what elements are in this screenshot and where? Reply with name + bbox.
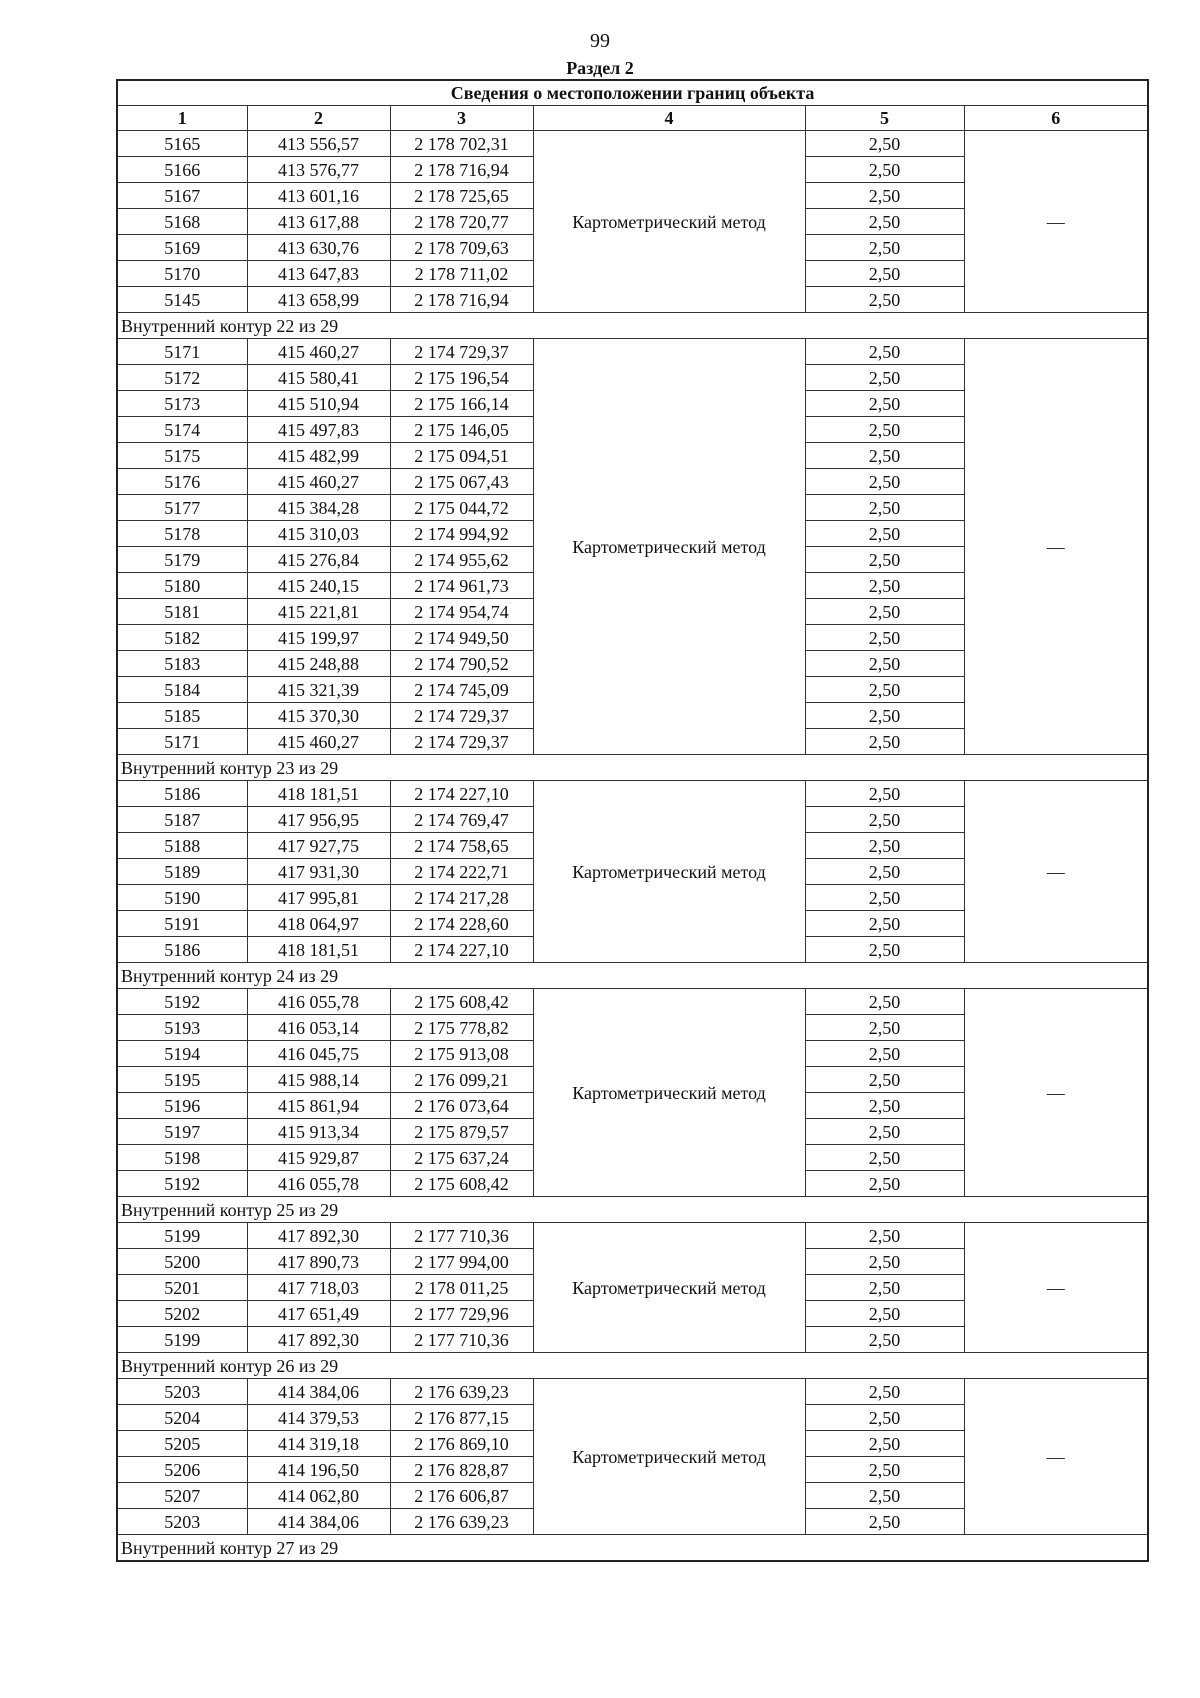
x-coordinate-cell: 415 580,41 xyxy=(247,365,390,391)
accuracy-cell: 2,50 xyxy=(805,1431,964,1457)
point-number-cell: 5171 xyxy=(117,339,247,365)
x-coordinate-cell: 413 630,76 xyxy=(247,235,390,261)
point-number-cell: 5180 xyxy=(117,573,247,599)
table-row xyxy=(117,989,1148,1015)
accuracy-cell: 2,50 xyxy=(805,1093,964,1119)
point-number-cell: 5145 xyxy=(117,287,247,313)
y-coordinate-cell: 2 178 725,65 xyxy=(390,183,533,209)
y-coordinate-cell: 2 175 146,05 xyxy=(390,417,533,443)
y-coordinate-cell: 2 178 711,02 xyxy=(390,261,533,287)
contour-header-row xyxy=(117,963,1148,989)
point-number-cell: 5165 xyxy=(117,131,247,157)
y-coordinate-cell: 2 174 217,28 xyxy=(390,885,533,911)
accuracy-cell: 2,50 xyxy=(805,1483,964,1509)
x-coordinate-cell: 417 995,81 xyxy=(247,885,390,911)
y-coordinate-cell: 2 175 166,14 xyxy=(390,391,533,417)
x-coordinate-cell: 418 181,51 xyxy=(247,937,390,963)
description-cell: — xyxy=(964,1379,1148,1535)
x-coordinate-cell: 417 931,30 xyxy=(247,859,390,885)
x-coordinate-cell: 415 310,03 xyxy=(247,521,390,547)
accuracy-cell: 2,50 xyxy=(805,1275,964,1301)
y-coordinate-cell: 2 175 637,24 xyxy=(390,1145,533,1171)
contour-header-row xyxy=(117,1353,1148,1379)
y-coordinate-cell: 2 174 949,50 xyxy=(390,625,533,651)
accuracy-cell: 2,50 xyxy=(805,209,964,235)
y-coordinate-cell: 2 176 099,21 xyxy=(390,1067,533,1093)
y-coordinate-cell: 2 178 011,25 xyxy=(390,1275,533,1301)
contour-label: Внутренний контур 25 из 29 xyxy=(117,1197,1148,1223)
description-cell: — xyxy=(964,131,1148,313)
y-coordinate-cell: 2 175 094,51 xyxy=(390,443,533,469)
accuracy-cell: 2,50 xyxy=(805,1249,964,1275)
accuracy-cell: 2,50 xyxy=(805,391,964,417)
method-cell: Картометрический метод xyxy=(533,781,805,963)
y-coordinate-cell: 2 174 790,52 xyxy=(390,651,533,677)
y-coordinate-cell: 2 175 196,54 xyxy=(390,365,533,391)
accuracy-cell: 2,50 xyxy=(805,339,964,365)
y-coordinate-cell: 2 174 758,65 xyxy=(390,833,533,859)
accuracy-cell: 2,50 xyxy=(805,729,964,755)
y-coordinate-cell: 2 175 608,42 xyxy=(390,1171,533,1197)
accuracy-cell: 2,50 xyxy=(805,261,964,287)
point-number-cell: 5183 xyxy=(117,651,247,677)
point-number-cell: 5189 xyxy=(117,859,247,885)
y-coordinate-cell: 2 175 879,57 xyxy=(390,1119,533,1145)
point-number-cell: 5206 xyxy=(117,1457,247,1483)
description-cell: — xyxy=(964,339,1148,755)
point-number-cell: 5174 xyxy=(117,417,247,443)
page-number: 99 xyxy=(590,30,610,52)
y-coordinate-cell: 2 174 954,74 xyxy=(390,599,533,625)
accuracy-cell: 2,50 xyxy=(805,157,964,183)
point-number-cell: 5185 xyxy=(117,703,247,729)
y-coordinate-cell: 2 175 608,42 xyxy=(390,989,533,1015)
x-coordinate-cell: 415 199,97 xyxy=(247,625,390,651)
x-coordinate-cell: 415 861,94 xyxy=(247,1093,390,1119)
y-coordinate-cell: 2 177 994,00 xyxy=(390,1249,533,1275)
x-coordinate-cell: 415 913,34 xyxy=(247,1119,390,1145)
accuracy-cell: 2,50 xyxy=(805,1301,964,1327)
point-number-cell: 5192 xyxy=(117,1171,247,1197)
accuracy-cell: 2,50 xyxy=(805,183,964,209)
x-coordinate-cell: 417 718,03 xyxy=(247,1275,390,1301)
accuracy-cell: 2,50 xyxy=(805,781,964,807)
y-coordinate-cell: 2 176 828,87 xyxy=(390,1457,533,1483)
accuracy-cell: 2,50 xyxy=(805,417,964,443)
point-number-cell: 5179 xyxy=(117,547,247,573)
point-number-cell: 5170 xyxy=(117,261,247,287)
y-coordinate-cell: 2 174 769,47 xyxy=(390,807,533,833)
x-coordinate-cell: 414 196,50 xyxy=(247,1457,390,1483)
x-coordinate-cell: 418 064,97 xyxy=(247,911,390,937)
point-number-cell: 5175 xyxy=(117,443,247,469)
x-coordinate-cell: 416 053,14 xyxy=(247,1015,390,1041)
accuracy-cell: 2,50 xyxy=(805,1041,964,1067)
column-header: 5 xyxy=(805,106,964,131)
x-coordinate-cell: 414 384,06 xyxy=(247,1509,390,1535)
contour-label: Внутренний контур 26 из 29 xyxy=(117,1353,1148,1379)
x-coordinate-cell: 415 929,87 xyxy=(247,1145,390,1171)
method-cell: Картометрический метод xyxy=(533,339,805,755)
y-coordinate-cell: 2 174 729,37 xyxy=(390,339,533,365)
point-number-cell: 5193 xyxy=(117,1015,247,1041)
y-coordinate-cell: 2 174 955,62 xyxy=(390,547,533,573)
point-number-cell: 5191 xyxy=(117,911,247,937)
table-row xyxy=(117,1379,1148,1405)
y-coordinate-cell: 2 174 729,37 xyxy=(390,729,533,755)
column-header: 4 xyxy=(533,106,805,131)
column-header: 2 xyxy=(247,106,390,131)
y-coordinate-cell: 2 174 745,09 xyxy=(390,677,533,703)
accuracy-cell: 2,50 xyxy=(805,1119,964,1145)
accuracy-cell: 2,50 xyxy=(805,703,964,729)
point-number-cell: 5173 xyxy=(117,391,247,417)
point-number-cell: 5199 xyxy=(117,1223,247,1249)
point-number-cell: 5184 xyxy=(117,677,247,703)
x-coordinate-cell: 415 460,27 xyxy=(247,729,390,755)
x-coordinate-cell: 415 240,15 xyxy=(247,573,390,599)
x-coordinate-cell: 417 892,30 xyxy=(247,1327,390,1353)
contour-label: Внутренний контур 27 из 29 xyxy=(117,1535,1148,1562)
section-title: Раздел 2 xyxy=(566,58,634,78)
accuracy-cell: 2,50 xyxy=(805,1405,964,1431)
contour-label: Внутренний контур 23 из 29 xyxy=(117,755,1148,781)
description-cell: — xyxy=(964,781,1148,963)
x-coordinate-cell: 413 601,16 xyxy=(247,183,390,209)
point-number-cell: 5195 xyxy=(117,1067,247,1093)
method-cell: Картометрический метод xyxy=(533,989,805,1197)
accuracy-cell: 2,50 xyxy=(805,1067,964,1093)
contour-label: Внутренний контур 24 из 29 xyxy=(117,963,1148,989)
x-coordinate-cell: 417 892,30 xyxy=(247,1223,390,1249)
contour-label: Внутренний контур 22 из 29 xyxy=(117,313,1148,339)
column-header-row xyxy=(117,106,1148,131)
point-number-cell: 5176 xyxy=(117,469,247,495)
x-coordinate-cell: 414 062,80 xyxy=(247,1483,390,1509)
y-coordinate-cell: 2 175 044,72 xyxy=(390,495,533,521)
accuracy-cell: 2,50 xyxy=(805,1457,964,1483)
table-row xyxy=(117,781,1148,807)
point-number-cell: 5187 xyxy=(117,807,247,833)
point-number-cell: 5199 xyxy=(117,1327,247,1353)
contour-header-row xyxy=(117,755,1148,781)
point-number-cell: 5200 xyxy=(117,1249,247,1275)
accuracy-cell: 2,50 xyxy=(805,677,964,703)
y-coordinate-cell: 2 174 961,73 xyxy=(390,573,533,599)
contour-header-row xyxy=(117,1197,1148,1223)
point-number-cell: 5197 xyxy=(117,1119,247,1145)
y-coordinate-cell: 2 174 227,10 xyxy=(390,781,533,807)
x-coordinate-cell: 417 651,49 xyxy=(247,1301,390,1327)
accuracy-cell: 2,50 xyxy=(805,1327,964,1353)
x-coordinate-cell: 415 276,84 xyxy=(247,547,390,573)
y-coordinate-cell: 2 175 067,43 xyxy=(390,469,533,495)
point-number-cell: 5171 xyxy=(117,729,247,755)
y-coordinate-cell: 2 178 716,94 xyxy=(390,157,533,183)
table-title-row xyxy=(117,80,1148,106)
y-coordinate-cell: 2 174 227,10 xyxy=(390,937,533,963)
accuracy-cell: 2,50 xyxy=(805,937,964,963)
point-number-cell: 5181 xyxy=(117,599,247,625)
accuracy-cell: 2,50 xyxy=(805,1379,964,1405)
accuracy-cell: 2,50 xyxy=(805,1015,964,1041)
point-number-cell: 5205 xyxy=(117,1431,247,1457)
point-number-cell: 5203 xyxy=(117,1509,247,1535)
x-coordinate-cell: 413 658,99 xyxy=(247,287,390,313)
contour-header-row xyxy=(117,313,1148,339)
y-coordinate-cell: 2 176 073,64 xyxy=(390,1093,533,1119)
y-coordinate-cell: 2 178 702,31 xyxy=(390,131,533,157)
x-coordinate-cell: 416 055,78 xyxy=(247,1171,390,1197)
x-coordinate-cell: 413 647,83 xyxy=(247,261,390,287)
table-row xyxy=(117,131,1148,157)
point-number-cell: 5186 xyxy=(117,781,247,807)
table-row xyxy=(117,339,1148,365)
y-coordinate-cell: 2 176 869,10 xyxy=(390,1431,533,1457)
accuracy-cell: 2,50 xyxy=(805,911,964,937)
y-coordinate-cell: 2 176 877,15 xyxy=(390,1405,533,1431)
accuracy-cell: 2,50 xyxy=(805,235,964,261)
point-number-cell: 5177 xyxy=(117,495,247,521)
x-coordinate-cell: 417 927,75 xyxy=(247,833,390,859)
accuracy-cell: 2,50 xyxy=(805,1223,964,1249)
x-coordinate-cell: 415 988,14 xyxy=(247,1067,390,1093)
table-row xyxy=(117,1223,1148,1249)
x-coordinate-cell: 415 497,83 xyxy=(247,417,390,443)
y-coordinate-cell: 2 176 639,23 xyxy=(390,1509,533,1535)
accuracy-cell: 2,50 xyxy=(805,1171,964,1197)
accuracy-cell: 2,50 xyxy=(805,859,964,885)
y-coordinate-cell: 2 175 913,08 xyxy=(390,1041,533,1067)
description-cell: — xyxy=(964,1223,1148,1353)
column-header: 3 xyxy=(390,106,533,131)
accuracy-cell: 2,50 xyxy=(805,625,964,651)
accuracy-cell: 2,50 xyxy=(805,131,964,157)
x-coordinate-cell: 415 460,27 xyxy=(247,339,390,365)
column-header: 1 xyxy=(117,106,247,131)
point-number-cell: 5202 xyxy=(117,1301,247,1327)
x-coordinate-cell: 417 956,95 xyxy=(247,807,390,833)
accuracy-cell: 2,50 xyxy=(805,599,964,625)
accuracy-cell: 2,50 xyxy=(805,651,964,677)
accuracy-cell: 2,50 xyxy=(805,885,964,911)
x-coordinate-cell: 415 460,27 xyxy=(247,469,390,495)
point-number-cell: 5172 xyxy=(117,365,247,391)
accuracy-cell: 2,50 xyxy=(805,287,964,313)
y-coordinate-cell: 2 177 729,96 xyxy=(390,1301,533,1327)
y-coordinate-cell: 2 177 710,36 xyxy=(390,1223,533,1249)
point-number-cell: 5188 xyxy=(117,833,247,859)
point-number-cell: 5203 xyxy=(117,1379,247,1405)
x-coordinate-cell: 413 617,88 xyxy=(247,209,390,235)
y-coordinate-cell: 2 177 710,36 xyxy=(390,1327,533,1353)
point-number-cell: 5167 xyxy=(117,183,247,209)
accuracy-cell: 2,50 xyxy=(805,495,964,521)
y-coordinate-cell: 2 174 228,60 xyxy=(390,911,533,937)
y-coordinate-cell: 2 175 778,82 xyxy=(390,1015,533,1041)
y-coordinate-cell: 2 174 994,92 xyxy=(390,521,533,547)
column-header: 6 xyxy=(964,106,1148,131)
x-coordinate-cell: 414 319,18 xyxy=(247,1431,390,1457)
x-coordinate-cell: 413 556,57 xyxy=(247,131,390,157)
contour-header-row xyxy=(117,1535,1148,1562)
point-number-cell: 5196 xyxy=(117,1093,247,1119)
accuracy-cell: 2,50 xyxy=(805,443,964,469)
coordinates-table xyxy=(116,79,1149,1562)
method-cell: Картометрический метод xyxy=(533,1379,805,1535)
x-coordinate-cell: 416 045,75 xyxy=(247,1041,390,1067)
x-coordinate-cell: 415 221,81 xyxy=(247,599,390,625)
y-coordinate-cell: 2 174 729,37 xyxy=(390,703,533,729)
y-coordinate-cell: 2 176 606,87 xyxy=(390,1483,533,1509)
point-number-cell: 5207 xyxy=(117,1483,247,1509)
x-coordinate-cell: 417 890,73 xyxy=(247,1249,390,1275)
x-coordinate-cell: 414 379,53 xyxy=(247,1405,390,1431)
y-coordinate-cell: 2 178 709,63 xyxy=(390,235,533,261)
accuracy-cell: 2,50 xyxy=(805,807,964,833)
x-coordinate-cell: 415 482,99 xyxy=(247,443,390,469)
accuracy-cell: 2,50 xyxy=(805,833,964,859)
point-number-cell: 5169 xyxy=(117,235,247,261)
x-coordinate-cell: 415 321,39 xyxy=(247,677,390,703)
x-coordinate-cell: 418 181,51 xyxy=(247,781,390,807)
point-number-cell: 5194 xyxy=(117,1041,247,1067)
accuracy-cell: 2,50 xyxy=(805,547,964,573)
point-number-cell: 5182 xyxy=(117,625,247,651)
point-number-cell: 5190 xyxy=(117,885,247,911)
point-number-cell: 5186 xyxy=(117,937,247,963)
point-number-cell: 5201 xyxy=(117,1275,247,1301)
accuracy-cell: 2,50 xyxy=(805,1145,964,1171)
point-number-cell: 5168 xyxy=(117,209,247,235)
y-coordinate-cell: 2 178 716,94 xyxy=(390,287,533,313)
method-cell: Картометрический метод xyxy=(533,1223,805,1353)
y-coordinate-cell: 2 178 720,77 xyxy=(390,209,533,235)
x-coordinate-cell: 415 384,28 xyxy=(247,495,390,521)
x-coordinate-cell: 416 055,78 xyxy=(247,989,390,1015)
method-cell: Картометрический метод xyxy=(533,131,805,313)
x-coordinate-cell: 415 370,30 xyxy=(247,703,390,729)
accuracy-cell: 2,50 xyxy=(805,989,964,1015)
accuracy-cell: 2,50 xyxy=(805,365,964,391)
accuracy-cell: 2,50 xyxy=(805,469,964,495)
y-coordinate-cell: 2 176 639,23 xyxy=(390,1379,533,1405)
point-number-cell: 5166 xyxy=(117,157,247,183)
point-number-cell: 5178 xyxy=(117,521,247,547)
point-number-cell: 5204 xyxy=(117,1405,247,1431)
point-number-cell: 5198 xyxy=(117,1145,247,1171)
description-cell: — xyxy=(964,989,1148,1197)
x-coordinate-cell: 415 248,88 xyxy=(247,651,390,677)
accuracy-cell: 2,50 xyxy=(805,521,964,547)
x-coordinate-cell: 415 510,94 xyxy=(247,391,390,417)
point-number-cell: 5192 xyxy=(117,989,247,1015)
table-title: Сведения о местоположении границ объекта xyxy=(117,80,1148,106)
y-coordinate-cell: 2 174 222,71 xyxy=(390,859,533,885)
accuracy-cell: 2,50 xyxy=(805,573,964,599)
x-coordinate-cell: 414 384,06 xyxy=(247,1379,390,1405)
x-coordinate-cell: 413 576,77 xyxy=(247,157,390,183)
accuracy-cell: 2,50 xyxy=(805,1509,964,1535)
